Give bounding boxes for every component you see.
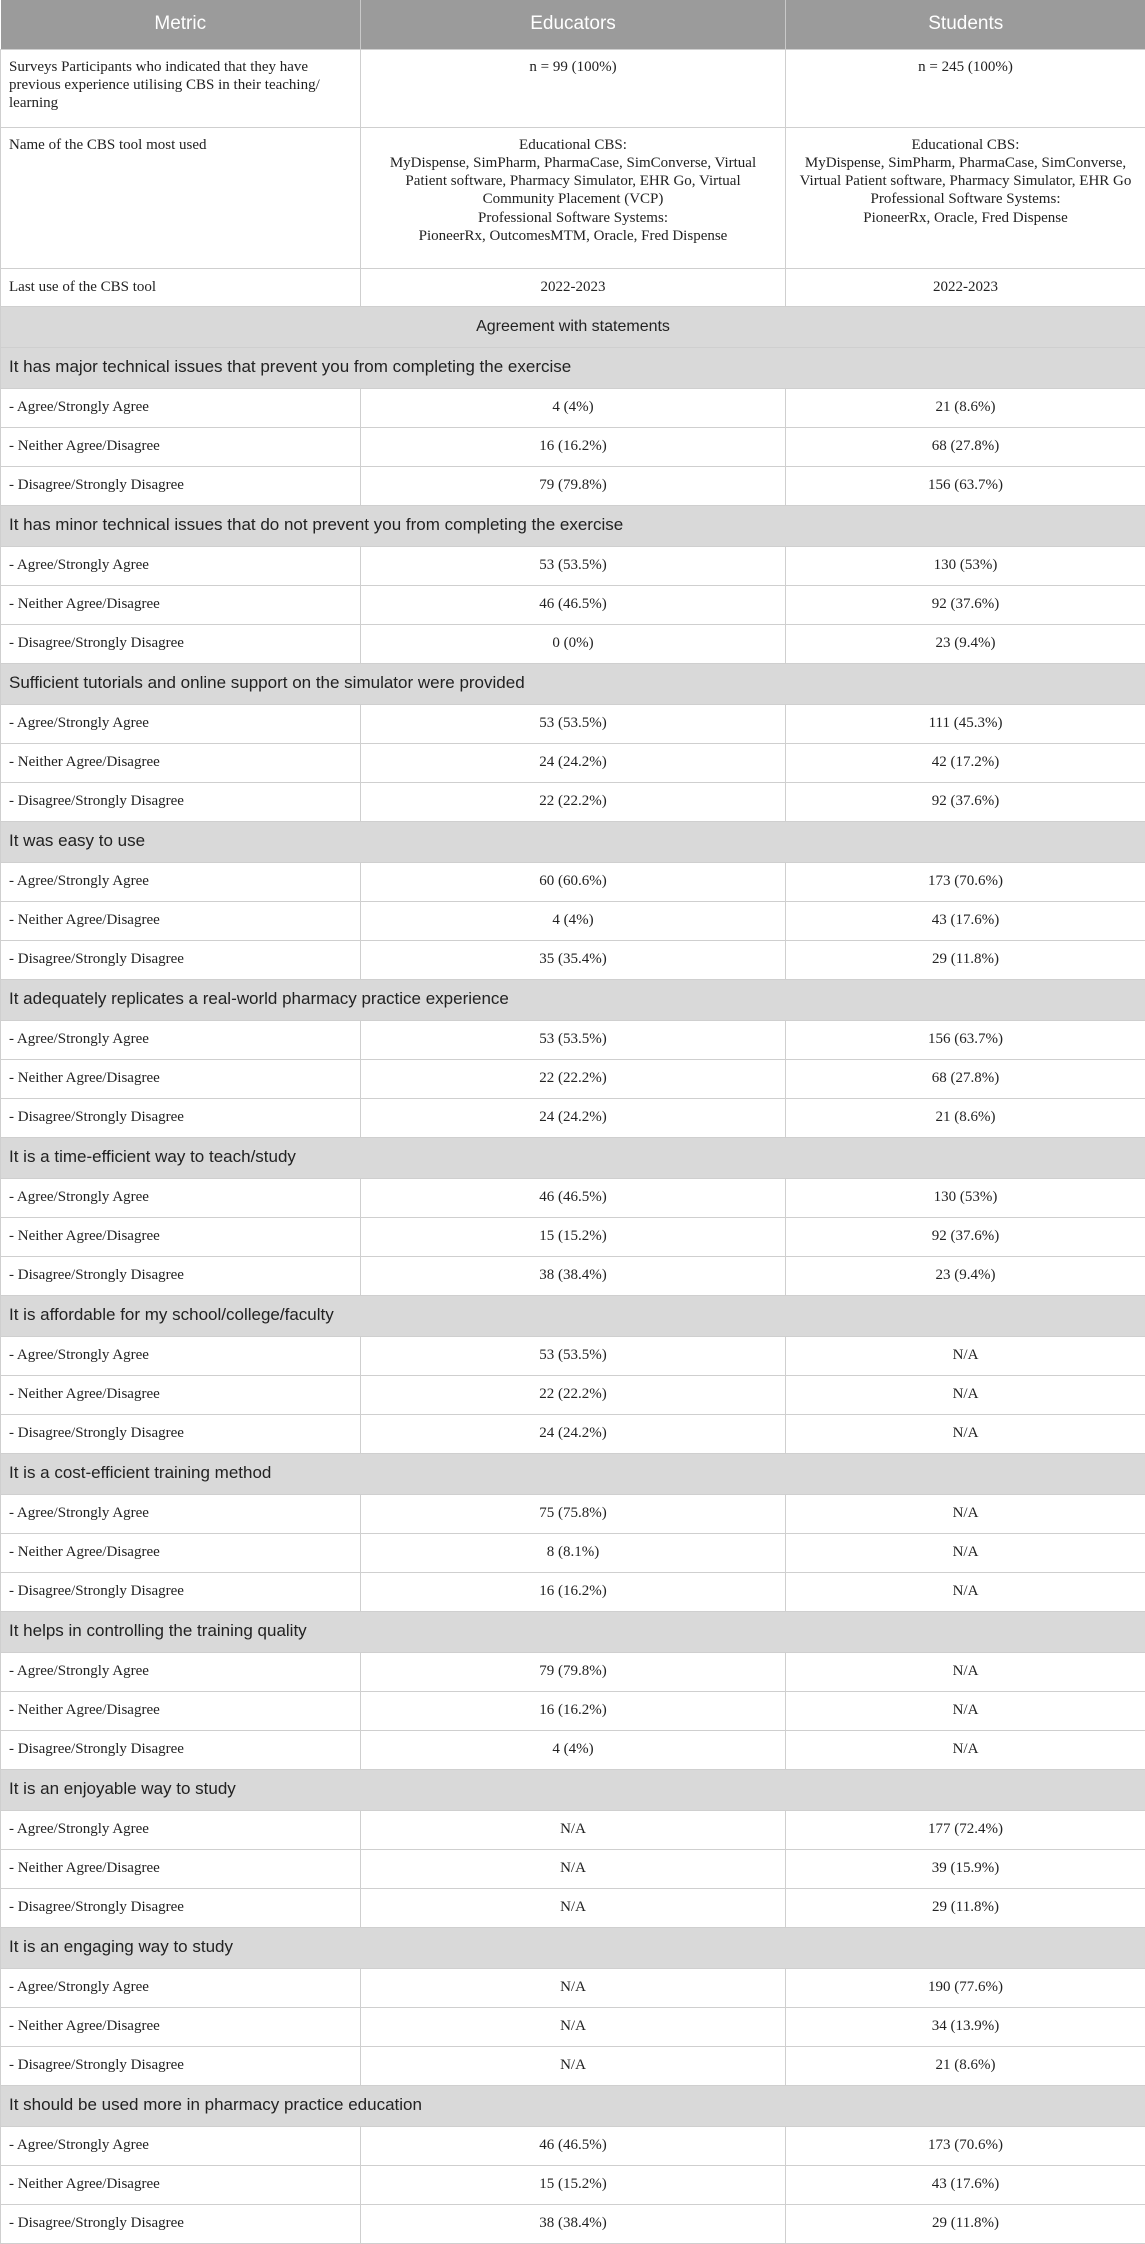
statement-row [1,1927,1145,1968]
response-row [1,1414,1145,1453]
educators-cell [361,127,786,268]
response-row [1,1020,1145,1059]
students-value: 34 (13.9%) [786,2007,1145,2046]
educators-value: 4 (4%) [361,1730,786,1769]
educators-value: 4 (4%) [361,388,786,427]
response-label: - Neither Agree/Disagree [1,1533,361,1572]
students-value: 43 (17.6%) [786,2165,1145,2204]
response-row [1,2126,1145,2165]
response-row [1,782,1145,821]
professional-software-heading: Professional Software Systems: [369,209,777,227]
cbs-tool-name-row [1,127,1145,268]
statement-row [1,1295,1145,1336]
response-row [1,1810,1145,1849]
response-label: - Agree/Strongly Agree [1,546,361,585]
statement-row [1,2085,1145,2126]
educators-value: 24 (24.2%) [361,1414,786,1453]
response-label: - Neither Agree/Disagree [1,427,361,466]
educators-value: 22 (22.2%) [361,782,786,821]
response-row [1,1178,1145,1217]
response-label: - Disagree/Strongly Disagree [1,1414,361,1453]
response-row [1,1059,1145,1098]
students-value: N/A [786,1572,1145,1611]
response-label: - Agree/Strongly Agree [1,1968,361,2007]
agreement-header-row [1,306,1145,347]
response-label: - Disagree/Strongly Disagree [1,2204,361,2243]
statement-text: It should be used more in pharmacy practice education [1,2085,1145,2126]
educators-cell: 2022-2023 [361,268,786,306]
professional-software-list: PioneerRx, OutcomesMTM, Oracle, Fred Dispense [369,227,777,245]
educators-value: 8 (8.1%) [361,1533,786,1572]
response-row [1,1730,1145,1769]
response-row [1,388,1145,427]
statement-text: It has minor technical issues that do not prevent you from completing the exercise [1,505,1145,546]
statement-row [1,1769,1145,1810]
response-label: - Neither Agree/Disagree [1,1059,361,1098]
educational-cbs-heading: Educational CBS: [369,136,777,154]
students-value: 177 (72.4%) [786,1810,1145,1849]
response-label: - Disagree/Strongly Disagree [1,1730,361,1769]
response-row [1,1849,1145,1888]
students-value: 39 (15.9%) [786,1849,1145,1888]
response-label: - Neither Agree/Disagree [1,743,361,782]
agreement-header: Agreement with statements [1,306,1145,347]
educators-value: 22 (22.2%) [361,1059,786,1098]
response-label: - Disagree/Strongly Disagree [1,782,361,821]
students-value: 156 (63.7%) [786,1020,1145,1059]
educators-value: 60 (60.6%) [361,862,786,901]
educators-value: 53 (53.5%) [361,1020,786,1059]
students-value: 29 (11.8%) [786,1888,1145,1927]
statement-text: It has major technical issues that prevent you from completing the exercise [1,347,1145,388]
statement-row [1,1453,1145,1494]
statement-row [1,1137,1145,1178]
professional-software-heading: Professional Software Systems: [794,190,1137,208]
students-value: 130 (53%) [786,546,1145,585]
educators-value: 15 (15.2%) [361,1217,786,1256]
students-value: 156 (63.7%) [786,466,1145,505]
students-cell: n = 245 (100%) [786,49,1145,127]
response-row [1,585,1145,624]
response-label: - Disagree/Strongly Disagree [1,2046,361,2085]
response-label: - Neither Agree/Disagree [1,2165,361,2204]
students-value: 130 (53%) [786,1178,1145,1217]
statement-text: It is a cost-efficient training method [1,1453,1145,1494]
statement-row [1,979,1145,1020]
response-row [1,1968,1145,2007]
educators-cell: n = 99 (100%) [361,49,786,127]
students-value: 23 (9.4%) [786,624,1145,663]
response-row [1,466,1145,505]
educators-value: N/A [361,1849,786,1888]
response-row [1,1217,1145,1256]
metric-cell: Name of the CBS tool most used [1,127,361,268]
statement-text: It adequately replicates a real-world pharmacy practice experience [1,979,1145,1020]
statement-row [1,663,1145,704]
students-value: 173 (70.6%) [786,862,1145,901]
response-label: - Neither Agree/Disagree [1,2007,361,2046]
educators-value: 38 (38.4%) [361,1256,786,1295]
statement-row [1,821,1145,862]
response-label: - Disagree/Strongly Disagree [1,466,361,505]
response-label: - Agree/Strongly Agree [1,1336,361,1375]
educators-value: 0 (0%) [361,624,786,663]
response-row [1,546,1145,585]
students-value: 92 (37.6%) [786,585,1145,624]
response-row [1,2046,1145,2085]
response-row [1,1533,1145,1572]
response-row [1,624,1145,663]
educators-value: 35 (35.4%) [361,940,786,979]
response-label: - Disagree/Strongly Disagree [1,624,361,663]
students-value: N/A [786,1494,1145,1533]
students-value: N/A [786,1730,1145,1769]
educational-cbs-list: MyDispense, SimPharm, PharmaCase, SimConverse, Virtual Patient software, Pharmacy Simulator, EHR Go, Virtual Community Placement (VCP) [369,154,777,209]
response-row [1,1652,1145,1691]
students-value: 21 (8.6%) [786,1098,1145,1137]
educators-value: 46 (46.5%) [361,1178,786,1217]
educators-value: 79 (79.8%) [361,1652,786,1691]
response-label: - Neither Agree/Disagree [1,1691,361,1730]
students-value: N/A [786,1533,1145,1572]
response-label: - Agree/Strongly Agree [1,2126,361,2165]
students-cell [786,127,1145,268]
educators-value: N/A [361,2007,786,2046]
header-students: Students [786,0,1145,49]
statement-text: Sufficient tutorials and online support on the simulator were provided [1,663,1145,704]
educators-value: N/A [361,1968,786,2007]
educators-value: 53 (53.5%) [361,1336,786,1375]
response-row [1,1691,1145,1730]
students-value: 23 (9.4%) [786,1256,1145,1295]
header-metric: Metric [1,0,361,49]
response-label: - Agree/Strongly Agree [1,1652,361,1691]
educators-value: 24 (24.2%) [361,1098,786,1137]
educators-value: 38 (38.4%) [361,2204,786,2243]
response-label: - Agree/Strongly Agree [1,1494,361,1533]
students-value: 21 (8.6%) [786,388,1145,427]
statement-text: It is a time-efficient way to teach/study [1,1137,1145,1178]
statement-row [1,1611,1145,1652]
survey-participants-row [1,49,1145,127]
educators-value: N/A [361,1888,786,1927]
response-label: - Agree/Strongly Agree [1,704,361,743]
educators-value: 22 (22.2%) [361,1375,786,1414]
response-row [1,1494,1145,1533]
educators-value: 16 (16.2%) [361,1691,786,1730]
response-row [1,1098,1145,1137]
students-value: 29 (11.8%) [786,940,1145,979]
educators-value: 79 (79.8%) [361,466,786,505]
educators-value: 46 (46.5%) [361,2126,786,2165]
response-label: - Neither Agree/Disagree [1,585,361,624]
response-label: - Agree/Strongly Agree [1,1810,361,1849]
response-label: - Disagree/Strongly Disagree [1,1256,361,1295]
students-value: 173 (70.6%) [786,2126,1145,2165]
educators-value: N/A [361,2046,786,2085]
educators-value: 24 (24.2%) [361,743,786,782]
response-row [1,1375,1145,1414]
response-label: - Neither Agree/Disagree [1,1849,361,1888]
response-row [1,1888,1145,1927]
educational-cbs-list: MyDispense, SimPharm, PharmaCase, SimConverse, Virtual Patient software, Pharmacy Simulator, EHR Go [794,154,1137,191]
students-value: 68 (27.8%) [786,1059,1145,1098]
response-label: - Neither Agree/Disagree [1,901,361,940]
educators-value: 4 (4%) [361,901,786,940]
educational-cbs-heading: Educational CBS: [794,136,1137,154]
response-label: - Agree/Strongly Agree [1,1178,361,1217]
statement-text: It is affordable for my school/college/faculty [1,1295,1145,1336]
students-value: N/A [786,1414,1145,1453]
response-label: - Agree/Strongly Agree [1,1020,361,1059]
response-row [1,2204,1145,2243]
statement-text: It helps in controlling the training quality [1,1611,1145,1652]
educators-value: 15 (15.2%) [361,2165,786,2204]
students-value: N/A [786,1691,1145,1730]
response-label: - Disagree/Strongly Disagree [1,1098,361,1137]
header-row [1,0,1145,49]
students-value: 21 (8.6%) [786,2046,1145,2085]
response-row [1,427,1145,466]
students-value: 92 (37.6%) [786,782,1145,821]
response-label: - Agree/Strongly Agree [1,862,361,901]
professional-software-list: PioneerRx, Oracle, Fred Dispense [794,209,1137,227]
response-label: - Neither Agree/Disagree [1,1217,361,1256]
educators-value: 53 (53.5%) [361,704,786,743]
students-cell: 2022-2023 [786,268,1145,306]
students-value: N/A [786,1336,1145,1375]
educators-value: 75 (75.8%) [361,1494,786,1533]
last-use-row [1,268,1145,306]
students-value: 111 (45.3%) [786,704,1145,743]
students-value: 190 (77.6%) [786,1968,1145,2007]
response-row [1,1572,1145,1611]
statement-row [1,505,1145,546]
response-label: - Disagree/Strongly Disagree [1,1888,361,1927]
metric-cell: Surveys Participants who indicated that they have previous experience utilising CBS in their teaching/ learning [1,49,361,127]
statement-text: It is an engaging way to study [1,1927,1145,1968]
students-value: 42 (17.2%) [786,743,1145,782]
response-row [1,901,1145,940]
students-value: N/A [786,1652,1145,1691]
response-row [1,1256,1145,1295]
educators-value: 16 (16.2%) [361,427,786,466]
statement-text: It is an enjoyable way to study [1,1769,1145,1810]
response-row [1,940,1145,979]
response-row [1,2165,1145,2204]
response-label: - Disagree/Strongly Disagree [1,1572,361,1611]
statement-row [1,347,1145,388]
response-row [1,2007,1145,2046]
response-row [1,743,1145,782]
students-value: 68 (27.8%) [786,427,1145,466]
students-value: 29 (11.8%) [786,2204,1145,2243]
response-row [1,704,1145,743]
response-label: - Neither Agree/Disagree [1,1375,361,1414]
statement-text: It was easy to use [1,821,1145,862]
metric-cell: Last use of the CBS tool [1,268,361,306]
educators-value: 53 (53.5%) [361,546,786,585]
response-row [1,1336,1145,1375]
educators-value: 46 (46.5%) [361,585,786,624]
students-value: 43 (17.6%) [786,901,1145,940]
response-label: - Agree/Strongly Agree [1,388,361,427]
students-value: N/A [786,1375,1145,1414]
response-row [1,862,1145,901]
educators-value: N/A [361,1810,786,1849]
header-educators: Educators [361,0,786,49]
response-label: - Disagree/Strongly Disagree [1,940,361,979]
students-value: 92 (37.6%) [786,1217,1145,1256]
educators-value: 16 (16.2%) [361,1572,786,1611]
